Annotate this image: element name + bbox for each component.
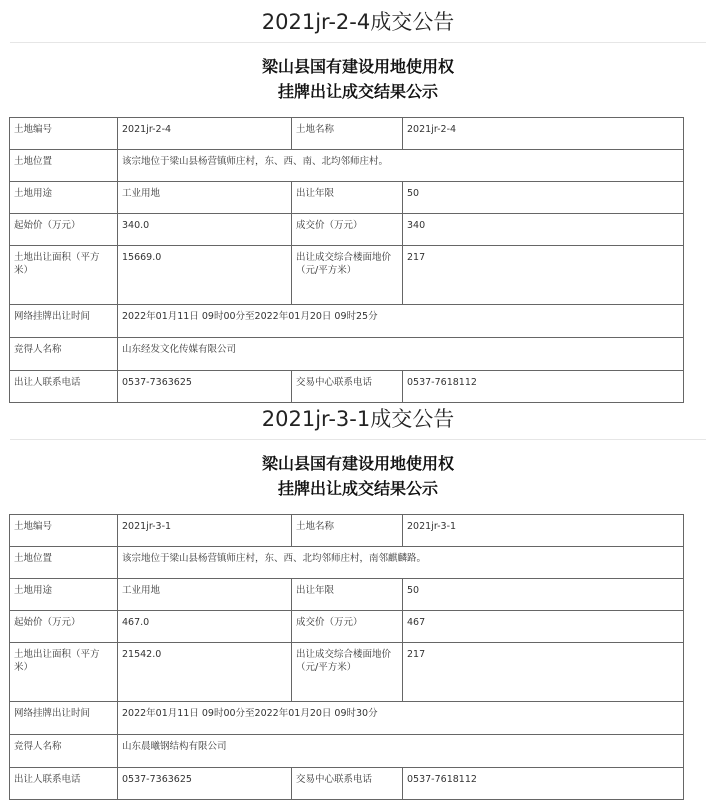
divider <box>10 42 706 43</box>
seller-phone-label: 出让人联系电话 <box>10 768 118 800</box>
online-time-label: 网络挂牌出让时间 <box>10 702 118 735</box>
parcel-no-value: 2021jr-2-4 <box>118 118 292 150</box>
term-value: 50 <box>403 182 684 214</box>
winner-value: 山东经发文化传媒有限公司 <box>118 338 684 371</box>
parcel-name-label: 土地名称 <box>292 515 403 547</box>
term-label: 出让年限 <box>292 579 403 611</box>
parcel-name-value: 2021jr-2-4 <box>403 118 684 150</box>
parcel-name-value: 2021jr-3-1 <box>403 515 684 547</box>
seller-phone-value: 0537-7363625 <box>118 371 292 403</box>
area-value: 21542.0 <box>118 643 292 702</box>
term-label: 出让年限 <box>292 182 403 214</box>
notice-heading-line2: 挂牌出让成交结果公示 <box>277 479 438 498</box>
floor-price-value: 217 <box>403 246 684 305</box>
table-row <box>10 579 684 611</box>
divider <box>10 439 706 440</box>
floor-price-label: 出让成交综合楼面地价（元/平方米） <box>292 643 403 702</box>
notice-heading-line1: 梁山县国有建设用地使用权 <box>261 454 454 473</box>
table-row <box>10 515 684 547</box>
online-time-value: 2022年01月11日 09时00分至2022年01月20日 09时30分 <box>118 702 684 735</box>
location-label: 土地位置 <box>10 150 118 182</box>
start-price-label: 起始价（万元） <box>10 611 118 643</box>
table-row <box>10 246 684 305</box>
location-value: 该宗地位于梁山县杨营镇师庄村，东、西、北均邻师庄村，南邻麒麟路。 <box>118 547 684 579</box>
usage-label: 土地用途 <box>10 579 118 611</box>
online-time-label: 网络挂牌出让时间 <box>10 305 118 338</box>
parcel-no-label: 土地编号 <box>10 515 118 547</box>
table-row <box>10 182 684 214</box>
location-value: 该宗地位于梁山县杨营镇师庄村，东、西、南、北均邻师庄村。 <box>118 150 684 182</box>
winner-label: 竞得人名称 <box>10 338 118 371</box>
usage-label: 土地用途 <box>10 182 118 214</box>
online-time-value: 2022年01月11日 09时00分至2022年01月20日 09时25分 <box>118 305 684 338</box>
deal-price-value: 467 <box>403 611 684 643</box>
table-row <box>10 547 684 579</box>
table-row <box>10 214 684 246</box>
area-value: 15669.0 <box>118 246 292 305</box>
location-label: 土地位置 <box>10 547 118 579</box>
floor-price-label: 出让成交综合楼面地价（元/平方米） <box>292 246 403 305</box>
usage-value: 工业用地 <box>118 182 292 214</box>
center-phone-value: 0537-7618112 <box>403 768 684 800</box>
seller-phone-value: 0537-7363625 <box>118 768 292 800</box>
notice-title: 2021jr-2-4成交公告 <box>261 10 455 34</box>
center-phone-label: 交易中心联系电话 <box>292 371 403 403</box>
parcel-name-label: 土地名称 <box>292 118 403 150</box>
start-price-value: 467.0 <box>118 611 292 643</box>
center-phone-value: 0537-7618112 <box>403 371 684 403</box>
floor-price-value: 217 <box>403 643 684 702</box>
deal-price-value: 340 <box>403 214 684 246</box>
deal-price-label: 成交价（万元） <box>292 214 403 246</box>
table-row <box>10 371 684 403</box>
table-row <box>10 118 684 150</box>
center-phone-label: 交易中心联系电话 <box>292 768 403 800</box>
table-row <box>10 702 684 735</box>
area-label: 土地出让面积（平方米） <box>10 246 118 305</box>
table-row <box>10 338 684 371</box>
area-label: 土地出让面积（平方米） <box>10 643 118 702</box>
start-price-value: 340.0 <box>118 214 292 246</box>
table-row <box>10 305 684 338</box>
seller-phone-label: 出让人联系电话 <box>10 371 118 403</box>
notice-heading-line1: 梁山县国有建设用地使用权 <box>261 57 454 76</box>
deal-price-label: 成交价（万元） <box>292 611 403 643</box>
start-price-label: 起始价（万元） <box>10 214 118 246</box>
notice-heading-line2: 挂牌出让成交结果公示 <box>277 82 438 101</box>
term-value: 50 <box>403 579 684 611</box>
winner-value: 山东晨曦钢结构有限公司 <box>118 735 684 768</box>
table-row <box>10 150 684 182</box>
table-row <box>10 768 684 800</box>
parcel-no-value: 2021jr-3-1 <box>118 515 292 547</box>
result-table <box>9 514 684 800</box>
table-row <box>10 735 684 768</box>
table-row <box>10 643 684 702</box>
parcel-no-label: 土地编号 <box>10 118 118 150</box>
usage-value: 工业用地 <box>118 579 292 611</box>
table-row <box>10 611 684 643</box>
notice-title: 2021jr-3-1成交公告 <box>261 407 455 431</box>
result-table <box>9 117 684 403</box>
winner-label: 竞得人名称 <box>10 735 118 768</box>
